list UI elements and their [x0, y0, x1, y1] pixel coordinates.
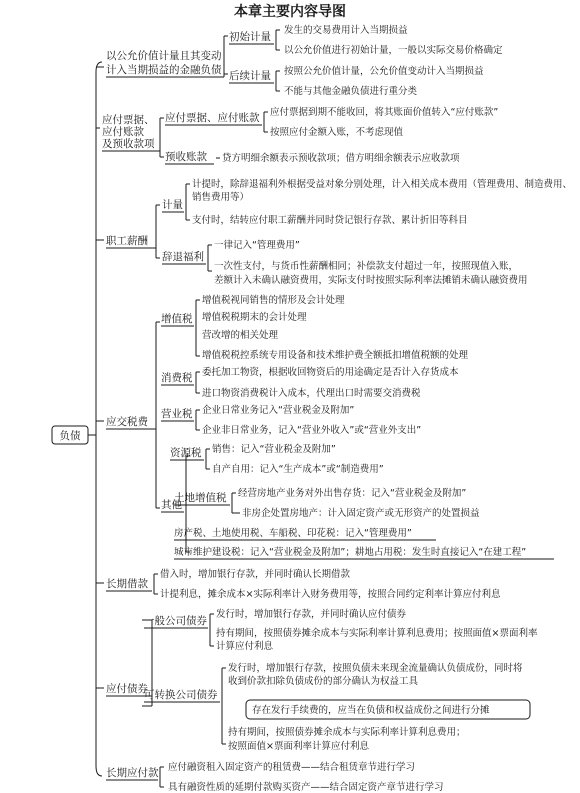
vat-item-4: 增值税税控系统专用设备和技术维护费全额抵扣增值税额的处理 [202, 350, 469, 361]
branch-payroll [96, 178, 572, 286]
branch-bonds-payable [96, 608, 538, 752]
bracket [264, 112, 268, 132]
other-taxes-label: 其他 [161, 499, 182, 511]
business-item-2: 企业非日常业务，记入“营业外收入”或“营业外支出” [202, 425, 422, 436]
consumption-tax-label: 消费税 [161, 372, 193, 384]
business-item-1: 企业日常业务记入“营业税金及附加” [202, 405, 355, 416]
financial-liability-label-1: 以公允价值计量且其变动 [106, 50, 222, 62]
branch-long-term-payables [106, 761, 444, 793]
notes-payable-label-2: 应付账款 [102, 126, 144, 138]
land-item-2: 非房企处置房地产：计入固定资产或无形资产的处置损益 [242, 508, 480, 519]
long-loan-label: 长期借款 [106, 578, 148, 590]
dismissal-item-2: 一次性支付，与货币性薪酬相同；补偿款支付超过一年，按照现值入账， [214, 261, 519, 272]
bracket [210, 614, 214, 646]
city-tax-text: 城市维护建设税：记入“营业税金及附加”；耕地占用税：发生时直接记入“在建工程” [174, 547, 527, 558]
bracket [154, 574, 158, 594]
long-payable-label: 长期应付款 [106, 767, 159, 779]
convertible-item-1: 发行时，增加银行存款，按照负债未来现金流量确认负债成份，同时将 [228, 663, 523, 674]
taxes-label: 应交税费 [106, 416, 148, 428]
long-loan-item-2: 计提利息，摊余成本×实际利率计入财务费用等，按照合同约定利率计算应付利息 [160, 589, 501, 600]
vat-item-2: 增值税税期末的会计处理 [202, 312, 307, 323]
consumption-item-1: 委托加工物资，根据收回物资后的用途确定是否计入存货成本 [202, 367, 459, 378]
branch-taxes [96, 294, 554, 559]
bracket [156, 322, 160, 508]
bracket [222, 668, 226, 744]
issuance-cost-text: 存在发行手续费的，应当在负债和权益成份之间进行分摊 [252, 705, 490, 716]
bracket [208, 245, 212, 271]
vat-label: 增值税 [161, 313, 193, 325]
resource-tax-label: 资源税 [170, 447, 202, 459]
convertible-after-2: 按照面值×票面利率计算应付利息 [228, 741, 369, 752]
land-item-1: 经营房地产业务对外出售存货：记入“营业税金及附加” [238, 488, 467, 499]
convertible-item-2: 收到价款扣除负债成份的部分确认为权益工具 [228, 676, 419, 687]
bracket [160, 767, 164, 787]
bracket [276, 30, 280, 50]
bracket [156, 205, 160, 258]
general-item-3: 计算应付利息 [216, 641, 274, 652]
branch-financial-liability [96, 24, 503, 97]
dismissal-label: 辞退福利 [162, 251, 204, 263]
initial-item-2: 以公允价值进行初始计量，一般以实际交易价格确定 [284, 45, 503, 56]
resource-item-2: 自产自用：记入“生产成本”或“制造费用” [212, 464, 384, 475]
bracket [276, 71, 280, 91]
bracket [160, 118, 164, 157]
bracket [196, 410, 200, 430]
measure-item-1: 计提时，除辞退福利外根据受益对象分别处理，计入相关成本费用（管理费用、制造费用、 [192, 179, 573, 190]
subsequent-item-1: 按照公允价值计量，公允价值变动计入当期损益 [284, 66, 484, 77]
bracket [196, 372, 200, 393]
bonds-label: 应付债券 [106, 683, 148, 695]
measurement-label: 计量 [162, 199, 183, 211]
measure-item-2: 销售费用等） [192, 192, 250, 203]
property-taxes-text: 房产税、土地使用税、车船税、印花税：记入“管理费用” [174, 528, 412, 539]
general-bonds-label: 一般公司债券 [144, 615, 207, 627]
advance-receipts-text: 贷方明细余额表示预收款项；借方明细余额表示应收款项 [222, 153, 460, 164]
subsequent-measurement-label: 后续计量 [229, 70, 271, 82]
subsequent-item-2: 不能与其他金融负债进行重分类 [284, 86, 418, 97]
notes-payable-label-1: 应付票据、 [102, 114, 155, 126]
branch-long-term-loans [96, 568, 501, 600]
notes-payable-label-3: 及预收款项 [102, 138, 155, 150]
advance-receipts-label: 预收账款 [165, 151, 207, 163]
general-item-1: 发行时，增加银行存款，并同时确认应付债券 [216, 609, 407, 620]
bracket [196, 300, 200, 356]
convertible-after-1: 持有期间，按照债券摊余成本与实际利率计算利息费用； [228, 727, 466, 738]
long-payable-item-2: 具有融资性质的延期付款购买资产——结合固定资产章节进行学习 [168, 782, 444, 793]
vat-item-3: 营改增的相关处理 [202, 330, 279, 341]
business-tax-label: 营业税 [161, 408, 193, 420]
main-spine [96, 62, 102, 776]
resource-item-1: 销售：记入“营业税金及附加” [212, 444, 336, 455]
payroll-label: 职工薪酬 [106, 235, 148, 247]
payable-item-2: 按照应付金额入账，不考虑现值 [270, 127, 404, 138]
initial-measurement-label: 初始计量 [229, 31, 271, 43]
long-payable-item-1: 应付融资租入固定资产的租赁费——结合租赁章节进行学习 [168, 762, 416, 773]
accounts-payable-label: 应付票据、应付账款 [165, 112, 260, 124]
bracket [206, 449, 210, 469]
dismissal-item-3: 差额计入未确认融资费用，实际支付时按照实际利率法摊销未确认融资费用 [214, 275, 528, 286]
consumption-item-2: 进口物资消费税计入成本，代理出口时需要交消费税 [202, 388, 421, 399]
dismissal-item-1: 一律记入“管理费用” [214, 240, 300, 251]
diagram-title: 本章主要内容导图 [234, 4, 346, 20]
long-loan-item-1: 借入时，增加银行存款，并同时确认长期借款 [160, 569, 351, 580]
initial-item-1: 发生的交易费用计入当期损益 [284, 25, 408, 36]
general-item-2: 持有期间，按照债券摊余成本与实际利率计算利息费用；按照面值×票面利率 [216, 628, 538, 639]
branch-notes-payable [96, 106, 498, 164]
land-vat-label: 土地增值税 [174, 492, 227, 504]
payable-item-1: 应付票据到期不能收回，将其账面价值转入“应付账款” [270, 107, 499, 118]
convertible-bonds-label: 可转换公司债券 [144, 689, 218, 701]
measure-item-3: 支付时，结转应付职工薪酬并同时贷记银行存款、累计折旧等科目 [192, 215, 468, 226]
bracket [186, 184, 190, 220]
bracket-ticks [224, 36, 228, 74]
root-node-label: 负债 [59, 430, 81, 442]
vat-item-1: 增值税视同销售的情形及会计处理 [202, 295, 345, 306]
financial-liability-label-2: 计入当期损益的金融负债 [106, 64, 222, 76]
